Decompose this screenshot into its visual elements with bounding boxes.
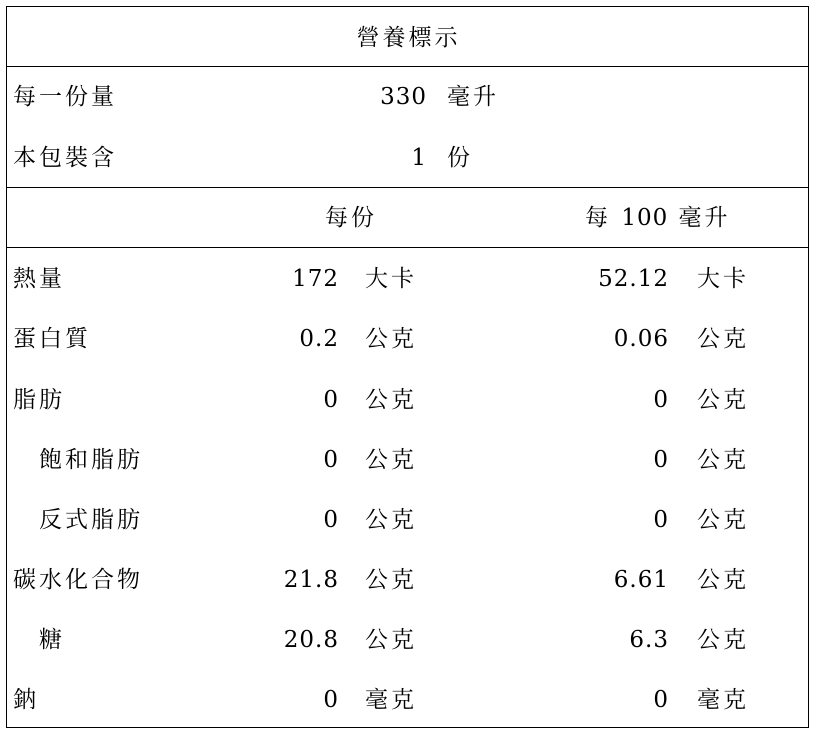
nutrient-per-serving-unit: 公克 [365,326,417,352]
nutrient-per-serving-value: 21.8 [283,567,339,593]
per-100-value: 100 [621,205,669,231]
nutrient-per-serving-unit: 公克 [365,507,417,533]
nutrient-per-100-value: 0.06 [613,326,669,352]
per-100-unit: 毫升 [678,205,731,231]
nutrient-per-serving-value: 0 [323,387,339,413]
serving-size-unit: 毫升 [447,84,499,110]
nutrient-per-100-value: 0 [653,687,669,713]
nutrient-per-serving-unit: 毫克 [365,687,417,713]
column-header-per-100 [585,203,731,233]
column-header-per-serving: 每份 [325,205,377,231]
nutrient-label: 糖 [39,627,65,653]
nutrient-per-100-value: 0 [653,447,669,473]
nutrient-per-100-unit: 公克 [697,507,749,533]
nutrient-label: 碳水化合物 [13,567,143,593]
nutrient-per-100-value: 6.3 [629,627,669,653]
nutrient-per-100-unit: 公克 [697,447,749,473]
nutrient-label: 熱量 [13,266,65,292]
nutrient-per-100-value: 6.61 [613,567,669,593]
nutrient-per-100-value: 0 [653,387,669,413]
nutrient-per-100-unit: 大卡 [697,266,749,292]
nutrient-per-serving-value: 172 [292,266,339,292]
nutrient-per-serving-unit: 公克 [365,627,417,653]
per-100-prefix: 每 [585,205,611,231]
nutrient-per-serving-value: 20.8 [283,627,339,653]
serving-size-value: 330 [380,84,427,110]
nutrient-per-serving-value: 0 [323,447,339,473]
serving-size-label: 每一份量 [13,84,117,110]
divider-title [7,66,808,67]
nutrient-per-100-unit: 公克 [697,387,749,413]
nutrient-per-serving-unit: 公克 [365,567,417,593]
divider-header [7,247,808,248]
nutrient-per-100-value: 0 [653,507,669,533]
divider-serving [7,187,808,188]
nutrient-per-serving-unit: 大卡 [365,266,417,292]
nutrient-per-serving-unit: 公克 [365,447,417,473]
nutrient-label: 鈉 [13,687,39,713]
nutrient-per-100-unit: 毫克 [697,687,749,713]
nutrient-per-serving-value: 0.2 [299,326,339,352]
nutrient-label: 蛋白質 [13,326,91,352]
nutrient-per-serving-value: 0 [323,687,339,713]
nutrient-per-100-value: 52.12 [598,266,669,292]
nutrient-label: 脂肪 [13,387,65,413]
nutrient-per-100-unit: 公克 [697,326,749,352]
nutrient-per-100-unit: 公克 [697,567,749,593]
nutrient-per-serving-value: 0 [323,507,339,533]
nutrition-facts-panel [6,6,809,728]
nutrition-title: 營養標示 [356,25,461,51]
servings-per-package-value: 1 [411,145,427,171]
nutrient-label: 反式脂肪 [39,507,143,533]
nutrient-per-serving-unit: 公克 [365,387,417,413]
nutrient-label: 飽和脂肪 [39,447,143,473]
nutrient-per-100-unit: 公克 [697,627,749,653]
servings-per-package-unit: 份 [447,145,473,171]
servings-per-package-label: 本包裝含 [13,145,117,171]
